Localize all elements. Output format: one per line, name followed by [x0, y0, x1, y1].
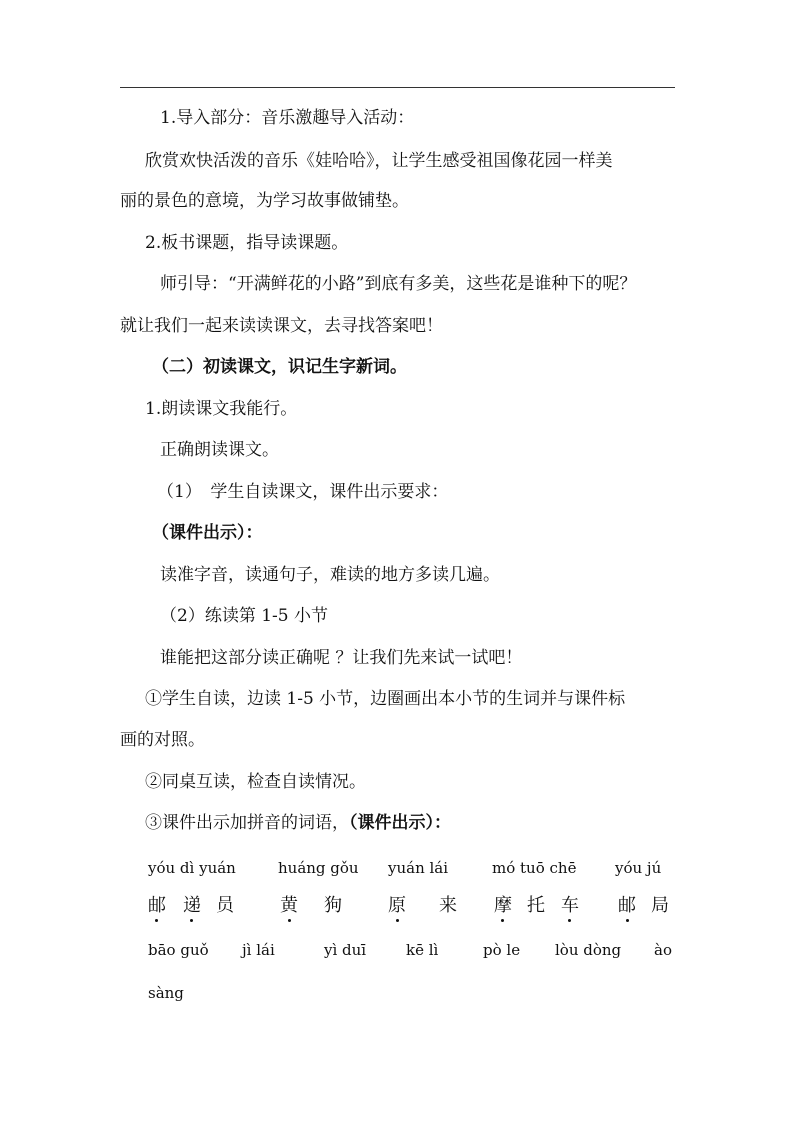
header-rule	[120, 87, 675, 88]
emphasis-dot	[155, 919, 158, 922]
paragraph-intro-heading: 1.导入部分：音乐激趣导入活动：	[160, 108, 415, 128]
emphasis-dot	[568, 919, 571, 922]
emphasis-dot	[288, 919, 291, 922]
emphasis-dot	[626, 919, 629, 922]
paragraph-read-correctly: 正确朗读课文。	[160, 440, 279, 460]
pinyin-broken: pò le	[483, 941, 521, 959]
hanzi-yuan-original: 原	[388, 895, 406, 916]
hanzi-che: 车	[561, 895, 579, 916]
hanzi-gou: 狗	[324, 895, 342, 916]
pinyin-yellow-dog: huáng gǒu	[278, 859, 359, 877]
hanzi-you-post: 邮	[618, 895, 636, 916]
pinyin-grain: kē lì	[406, 941, 439, 959]
section-heading-first-reading: （二）初读课文，识记生字新词。	[152, 357, 407, 377]
courseware-label-2: （课件出示）：	[349, 813, 451, 833]
hanzi-ju: 局	[651, 895, 669, 916]
pinyin-originally: yuán lái	[388, 859, 449, 877]
emphasis-dot	[501, 919, 504, 922]
paragraph-teacher-cont: 就让我们一起来读读课文，去寻找答案吧！	[120, 316, 443, 336]
paragraph-peer-read: ②同桌互读，检查自读情况。	[145, 772, 366, 792]
pinyin-a-pile: yì duī	[324, 941, 367, 959]
paragraph-self-read-cont: 画的对照。	[120, 730, 205, 750]
hanzi-mo: 摩	[494, 895, 512, 916]
hanzi-lai: 来	[439, 895, 457, 916]
paragraph-question: 谁能把这部分读正确呢 ？让我们先来试一试吧！	[160, 648, 523, 668]
hanzi-huang: 黄	[280, 895, 298, 916]
paragraph-vocab-intro	[145, 812, 451, 834]
paragraph-music-cont: 丽的景色的意境，为学习故事做铺垫。	[120, 191, 409, 211]
emphasis-dot	[190, 919, 193, 922]
pinyin-post-office: yóu jú	[615, 859, 662, 877]
paragraph-step-1: （1） 学生自读课文，课件出示要求：	[157, 482, 449, 502]
pinyin-postman: yóu dì yuán	[148, 859, 236, 877]
pinyin-hole: lòu dòng	[555, 941, 622, 959]
hanzi-di: 递	[183, 895, 201, 916]
pinyin-ao: ào	[654, 941, 672, 959]
paragraph-step-2: （2）练读第 1-5 小节	[160, 606, 328, 626]
paragraph-read-aloud: 1.朗读课文我能行。	[145, 399, 298, 419]
pinyin-parcel: bāo guǒ	[148, 941, 209, 959]
paragraph-music: 欣赏欢快活泼的音乐《娃哈哈》，让学生感受祖国像花园一样美	[145, 151, 613, 171]
courseware-label-1: （课件出示）：	[152, 523, 263, 543]
hanzi-you: 邮	[148, 895, 166, 916]
hanzi-yuan: 员	[216, 895, 234, 916]
paragraph-self-read: ①学生自读，边读 1-5 小节，边圈画出本小节的生词并与课件标	[145, 689, 626, 709]
paragraph-teacher: 师引导：“开满鲜花的小路”到底有多美，这些花是谁种下的呢？	[160, 274, 637, 294]
paragraph-title-heading: 2.板书课题，指导读课题。	[145, 233, 349, 253]
paragraph-requirement: 读准字音，读通句子，难读的地方多读几遍。	[160, 565, 500, 585]
pinyin-sang: sàng	[148, 984, 184, 1002]
hanzi-tuo: 托	[527, 895, 545, 916]
emphasis-dot	[396, 919, 399, 922]
pinyin-motorcycle: mó tuō chē	[492, 859, 577, 877]
pinyin-sent: jì lái	[242, 941, 275, 959]
vocab-intro-text: ③课件出示加拼音的词语，	[145, 813, 349, 833]
